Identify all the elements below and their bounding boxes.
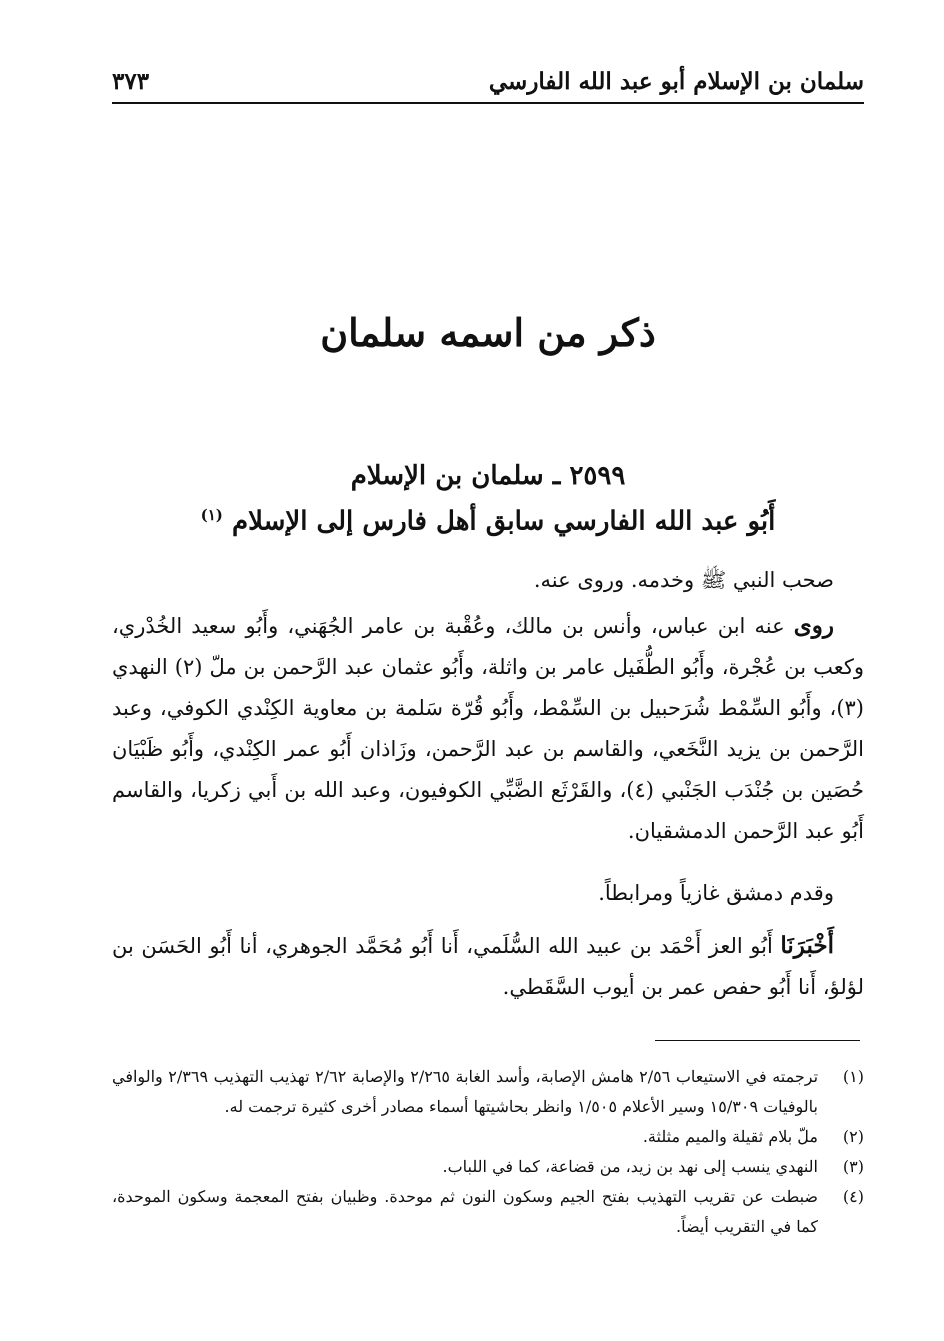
footnote-number: (٤) (842, 1187, 864, 1206)
footnote-2 (112, 1122, 864, 1152)
footnote-separator (655, 1040, 860, 1041)
paragraph-lead-word: روى (793, 612, 834, 639)
footnote-text: ترجمته في الاستيعاب ٢/٥٦ هامش الإصابة، وأسد الغابة ٢/٢٦٥ والإصابة ٢/٦٢ تهذيب التهذيب ٢/٣٦٩ والوافي بالوفيات ١٥/٣٠٩ وسير الأعلام ١/٥٠٥ وانظر بحاشيتها أسماء مصادر أخرى كثيرة ترجمت له. (112, 1067, 819, 1116)
footnote-text: النهدي ينسب إلى نهد بن زيد، من قضاعة، كما في اللباب. (442, 1157, 818, 1176)
footnote-text: ملّ بلام ثقيلة والميم مثلثة. (642, 1127, 818, 1146)
footnote-1 (112, 1062, 864, 1122)
section-title: ذكر من اسمه سلمان (320, 310, 656, 355)
paragraph-damascus: وقدم دمشق غازياً ومرابطاً. (598, 881, 834, 905)
paragraph-isnad-text: أَبُو العز أَحْمَد بن عبيد الله السُّلَمي، أَنا أَبُو مُحَمَّد الجوهري، أنا أَبُو الحَسَن بن لؤلؤ، أَنا أَبُو حفص عمر بن أيوب السَّقَطي. (112, 934, 864, 999)
footnotes (112, 1062, 864, 1242)
footnote-3 (112, 1152, 864, 1182)
running-title: سلمان بن الإسلام أبو عبد الله الفارسي (488, 68, 864, 95)
paragraph-isnad (112, 925, 864, 1008)
page-number: ٣٧٣ (112, 68, 150, 95)
paragraph-lead-word: أَخْبَرَنَا (780, 932, 834, 959)
running-header (112, 62, 864, 104)
paragraph-narrators-text: عنه ابن عباس، وأنس بن مالك، وعُقْبة بن عامر الجُهَني، وأَبُو سعيد الخُدْري، وكعب بن عُجْرة، وأَبُو الطُّفَيل عامر بن واثلة، وأَبُو عثمان عبد الرَّحمن بن ملّ (٢) النهدي (٣)، وأَبُو السِّمْط شُرَحبيل بن السِّمْط، وأَبُو قُرّة سَلمة بن معاوية الكِنْدي الكوفي، وعبد الرَّحمن بن يزيد النَّخَعي، والقاسم بن عبد الرَّحمن، وزَاذان أَبُو عمر الكِنْدي، وأَبُو ظَبْيَان حُصَين بن جُنْدَب الجَنْبي (٤)، والقَرْثَع الضَّبِّي الكوفيون، وعبد الله بن أَبي زكريا، والقاسم أَبُو عبد الرَّحمن الدمشقيان. (112, 614, 864, 843)
paragraph-companionship: صحب النبي ﷺ وخدمه. وروى عنه. (533, 568, 834, 592)
entry-subtitle (112, 506, 864, 537)
entry-number-heading: ٢٥٩٩ ـ سلمان بن الإسلام (350, 461, 626, 491)
footnote-ref-1: (١) (200, 506, 223, 524)
footnote-text: ضبطت عن تقريب التهذيب بفتح الجيم وسكون النون ثم موحدة. وظبيان بفتح المعجمة وسكون الموحدة، كما في التقريب أيضاً. (112, 1187, 818, 1236)
footnote-number: (٢) (842, 1127, 864, 1146)
footnote-number: (٣) (842, 1157, 864, 1176)
paragraph-narrators (112, 605, 864, 852)
entry-subtitle-text: أَبُو عبد الله الفارسي سابق أهل فارس إلى الإسلام (231, 506, 776, 537)
footnote-4 (112, 1182, 864, 1242)
footnote-number: (١) (842, 1067, 864, 1086)
